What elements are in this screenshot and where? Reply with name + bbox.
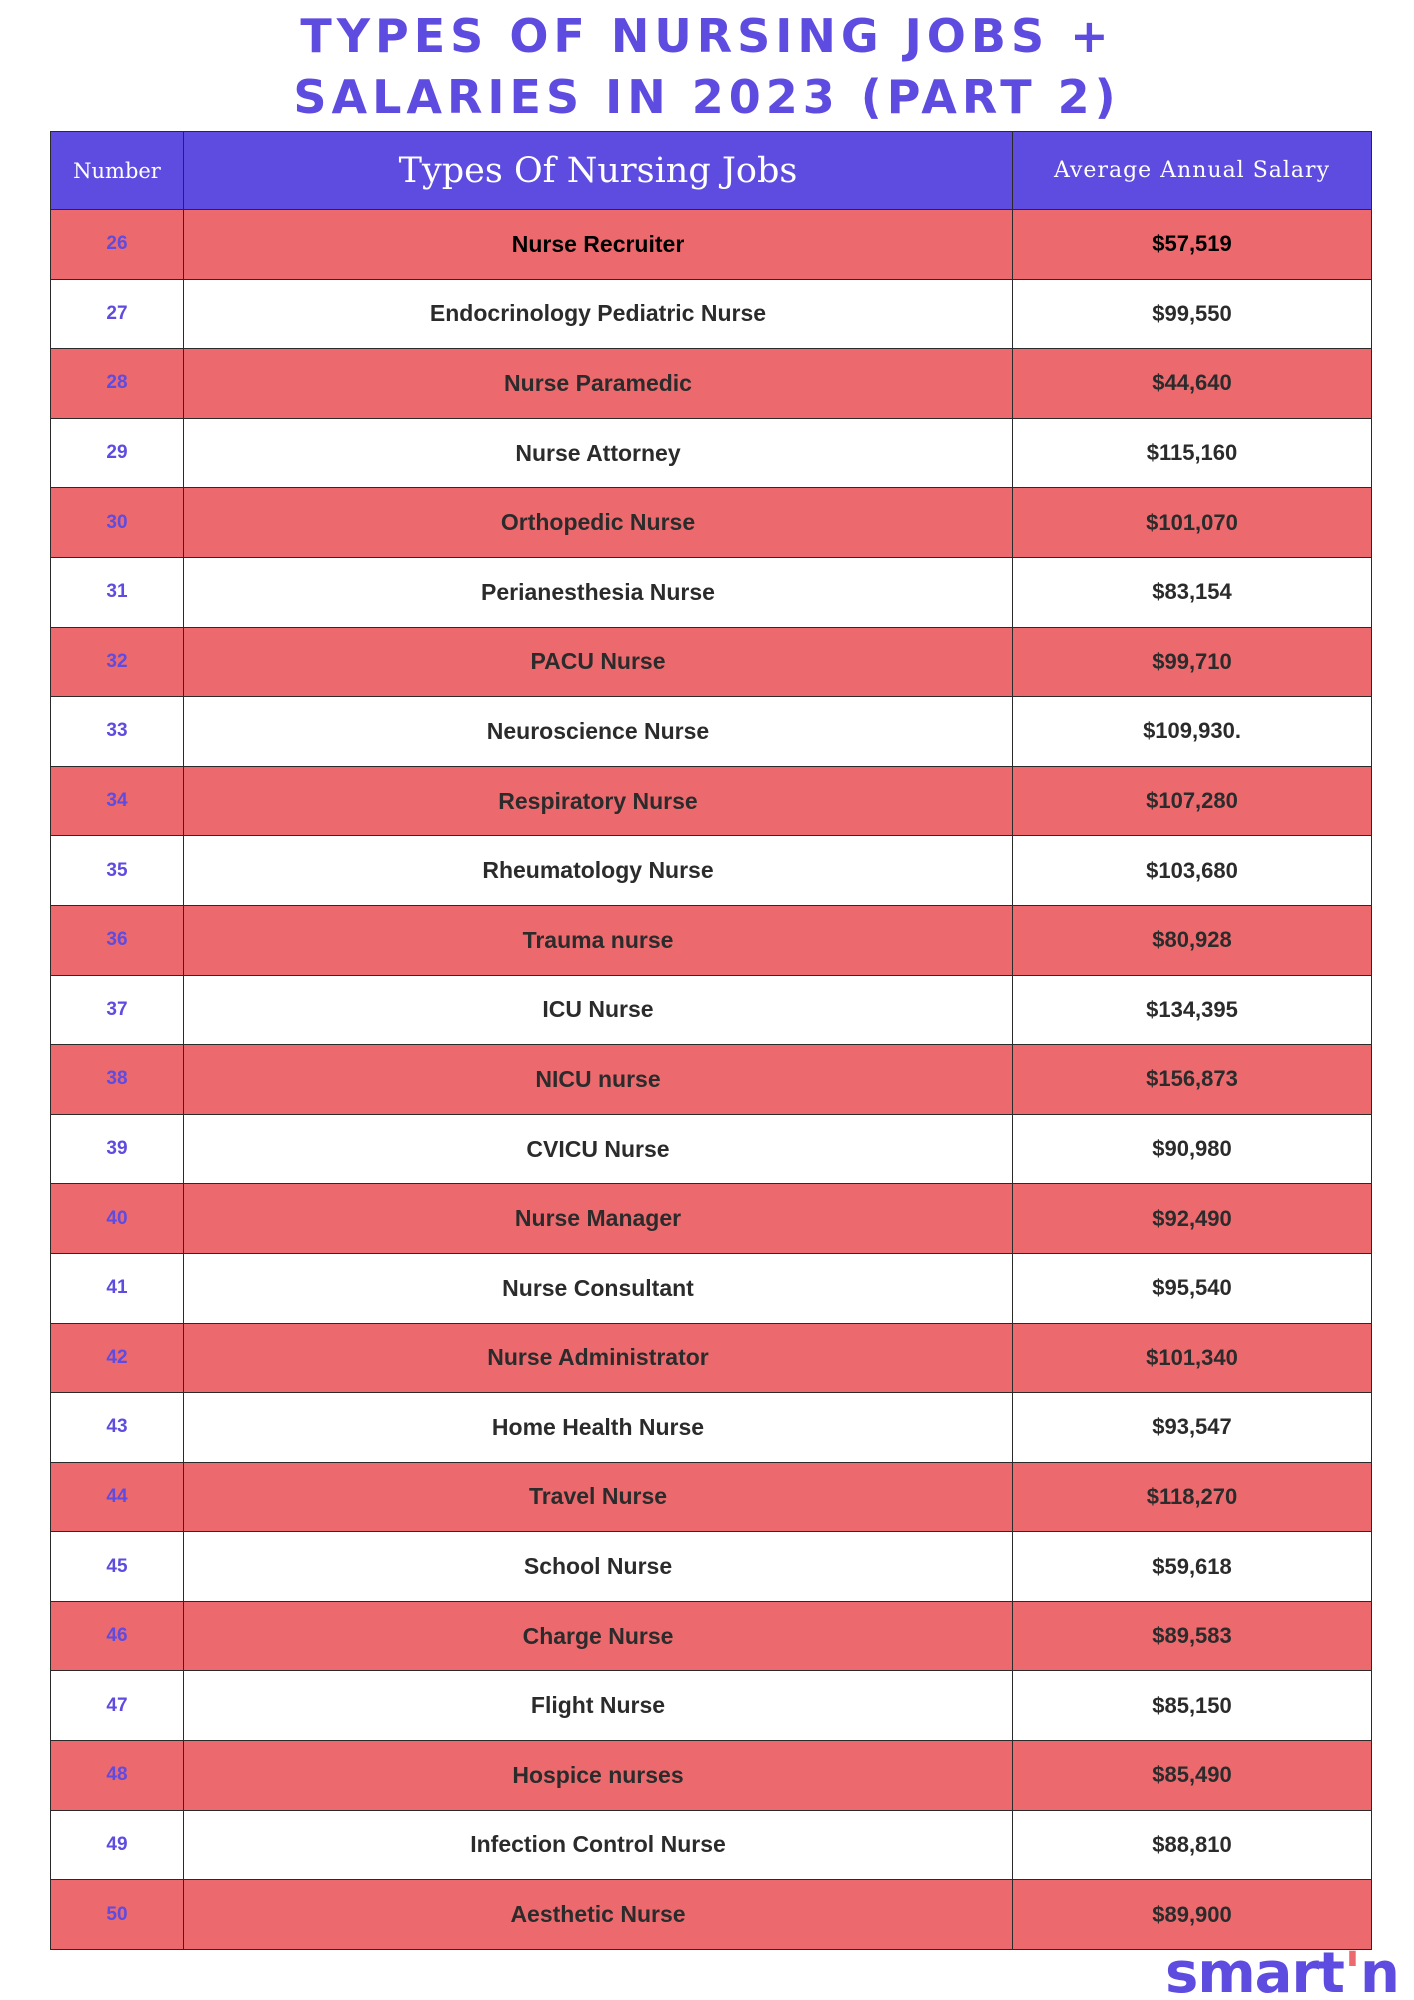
table-row xyxy=(51,1114,1372,1184)
row-number: 41 xyxy=(51,1253,184,1323)
salary: $99,710 xyxy=(1013,627,1372,697)
job-type: CVICU Nurse xyxy=(184,1114,1013,1184)
job-type: Nurse Administrator xyxy=(184,1323,1013,1393)
job-type: Perianesthesia Nurse xyxy=(184,557,1013,627)
salary: $89,583 xyxy=(1013,1601,1372,1671)
row-number: 44 xyxy=(51,1462,184,1532)
job-type: Infection Control Nurse xyxy=(184,1810,1013,1880)
row-number: 27 xyxy=(51,279,184,349)
salary: $90,980 xyxy=(1013,1114,1372,1184)
salary: $85,150 xyxy=(1013,1671,1372,1741)
job-type: Nurse Recruiter xyxy=(184,210,1013,280)
job-type: Travel Nurse xyxy=(184,1462,1013,1532)
table-row xyxy=(51,627,1372,697)
salary: $101,070 xyxy=(1013,488,1372,558)
row-number: 34 xyxy=(51,766,184,836)
job-type: Neuroscience Nurse xyxy=(184,697,1013,767)
table-row xyxy=(51,1601,1372,1671)
table-row xyxy=(51,1253,1372,1323)
table-row xyxy=(51,349,1372,419)
row-number: 35 xyxy=(51,836,184,906)
salary: $88,810 xyxy=(1013,1810,1372,1880)
table-row xyxy=(51,1323,1372,1393)
header-row xyxy=(51,132,1372,210)
job-type: Nurse Consultant xyxy=(184,1253,1013,1323)
row-number: 28 xyxy=(51,349,184,419)
job-type: Charge Nurse xyxy=(184,1601,1013,1671)
table-row xyxy=(51,210,1372,280)
row-number: 40 xyxy=(51,1184,184,1254)
salary: $103,680 xyxy=(1013,836,1372,906)
row-number: 50 xyxy=(51,1880,184,1950)
table-row xyxy=(51,1810,1372,1880)
table-row xyxy=(51,1184,1372,1254)
header-number: Number xyxy=(51,132,184,210)
logo-apostrophe: ' xyxy=(1343,1941,1361,2000)
table-row xyxy=(51,975,1372,1045)
table-row xyxy=(51,1532,1372,1602)
table-row xyxy=(51,766,1372,836)
row-number: 45 xyxy=(51,1532,184,1602)
job-type: Aesthetic Nurse xyxy=(184,1880,1013,1950)
table-body xyxy=(51,210,1372,1950)
salary: $92,490 xyxy=(1013,1184,1372,1254)
table-row xyxy=(51,836,1372,906)
row-number: 42 xyxy=(51,1323,184,1393)
header-job-type: Types Of Nursing Jobs xyxy=(184,132,1013,210)
row-number: 31 xyxy=(51,557,184,627)
table-row xyxy=(51,488,1372,558)
page-title xyxy=(0,6,1414,128)
job-type: ICU Nurse xyxy=(184,975,1013,1045)
logo-text-tail: n xyxy=(1360,1941,1399,2000)
salary: $107,280 xyxy=(1013,766,1372,836)
salary: $44,640 xyxy=(1013,349,1372,419)
job-type: Home Health Nurse xyxy=(184,1393,1013,1463)
salary: $156,873 xyxy=(1013,1045,1372,1115)
row-number: 49 xyxy=(51,1810,184,1880)
salary: $101,340 xyxy=(1013,1323,1372,1393)
job-type: School Nurse xyxy=(184,1532,1013,1602)
header-salary: Average Annual Salary xyxy=(1013,132,1372,210)
row-number: 37 xyxy=(51,975,184,1045)
job-type: PACU Nurse xyxy=(184,627,1013,697)
job-type: Hospice nurses xyxy=(184,1741,1013,1811)
row-number: 39 xyxy=(51,1114,184,1184)
salary: $95,540 xyxy=(1013,1253,1372,1323)
row-number: 36 xyxy=(51,905,184,975)
row-number: 32 xyxy=(51,627,184,697)
salary: $85,490 xyxy=(1013,1741,1372,1811)
table-row xyxy=(51,279,1372,349)
row-number: 47 xyxy=(51,1671,184,1741)
salary: $59,618 xyxy=(1013,1532,1372,1602)
job-type: Nurse Paramedic xyxy=(184,349,1013,419)
table-row xyxy=(51,557,1372,627)
salary: $83,154 xyxy=(1013,557,1372,627)
job-type: Orthopedic Nurse xyxy=(184,488,1013,558)
title-line-1: TYPES OF NURSING JOBS + xyxy=(300,9,1114,63)
nursing-jobs-table xyxy=(50,131,1372,1950)
table-row xyxy=(51,1462,1372,1532)
row-number: 43 xyxy=(51,1393,184,1463)
row-number: 33 xyxy=(51,697,184,767)
table-row xyxy=(51,1880,1372,1950)
row-number: 29 xyxy=(51,418,184,488)
salary: $109,930. xyxy=(1013,697,1372,767)
salary: $57,519 xyxy=(1013,210,1372,280)
title-line-2: SALARIES IN 2023 (PART 2) xyxy=(293,70,1121,124)
job-type: Endocrinology Pediatric Nurse xyxy=(184,279,1013,349)
job-type: Trauma nurse xyxy=(184,905,1013,975)
salary: $134,395 xyxy=(1013,975,1372,1045)
logo-text-main: smart xyxy=(1165,1941,1344,2000)
salary: $99,550 xyxy=(1013,279,1372,349)
brand-logo xyxy=(1165,1942,1399,2000)
table-row xyxy=(51,1741,1372,1811)
table-header xyxy=(51,132,1372,210)
table-row xyxy=(51,1671,1372,1741)
job-type: NICU nurse xyxy=(184,1045,1013,1115)
row-number: 30 xyxy=(51,488,184,558)
job-type: Respiratory Nurse xyxy=(184,766,1013,836)
salary: $118,270 xyxy=(1013,1462,1372,1532)
row-number: 46 xyxy=(51,1601,184,1671)
row-number: 48 xyxy=(51,1741,184,1811)
salary: $80,928 xyxy=(1013,905,1372,975)
table-row xyxy=(51,1393,1372,1463)
table-row xyxy=(51,1045,1372,1115)
table-row xyxy=(51,697,1372,767)
salary: $93,547 xyxy=(1013,1393,1372,1463)
table-row xyxy=(51,905,1372,975)
row-number: 38 xyxy=(51,1045,184,1115)
job-type: Flight Nurse xyxy=(184,1671,1013,1741)
salary: $115,160 xyxy=(1013,418,1372,488)
job-type: Nurse Attorney xyxy=(184,418,1013,488)
row-number: 26 xyxy=(51,210,184,280)
job-type: Rheumatology Nurse xyxy=(184,836,1013,906)
salary: $89,900 xyxy=(1013,1880,1372,1950)
table-row xyxy=(51,418,1372,488)
job-type: Nurse Manager xyxy=(184,1184,1013,1254)
